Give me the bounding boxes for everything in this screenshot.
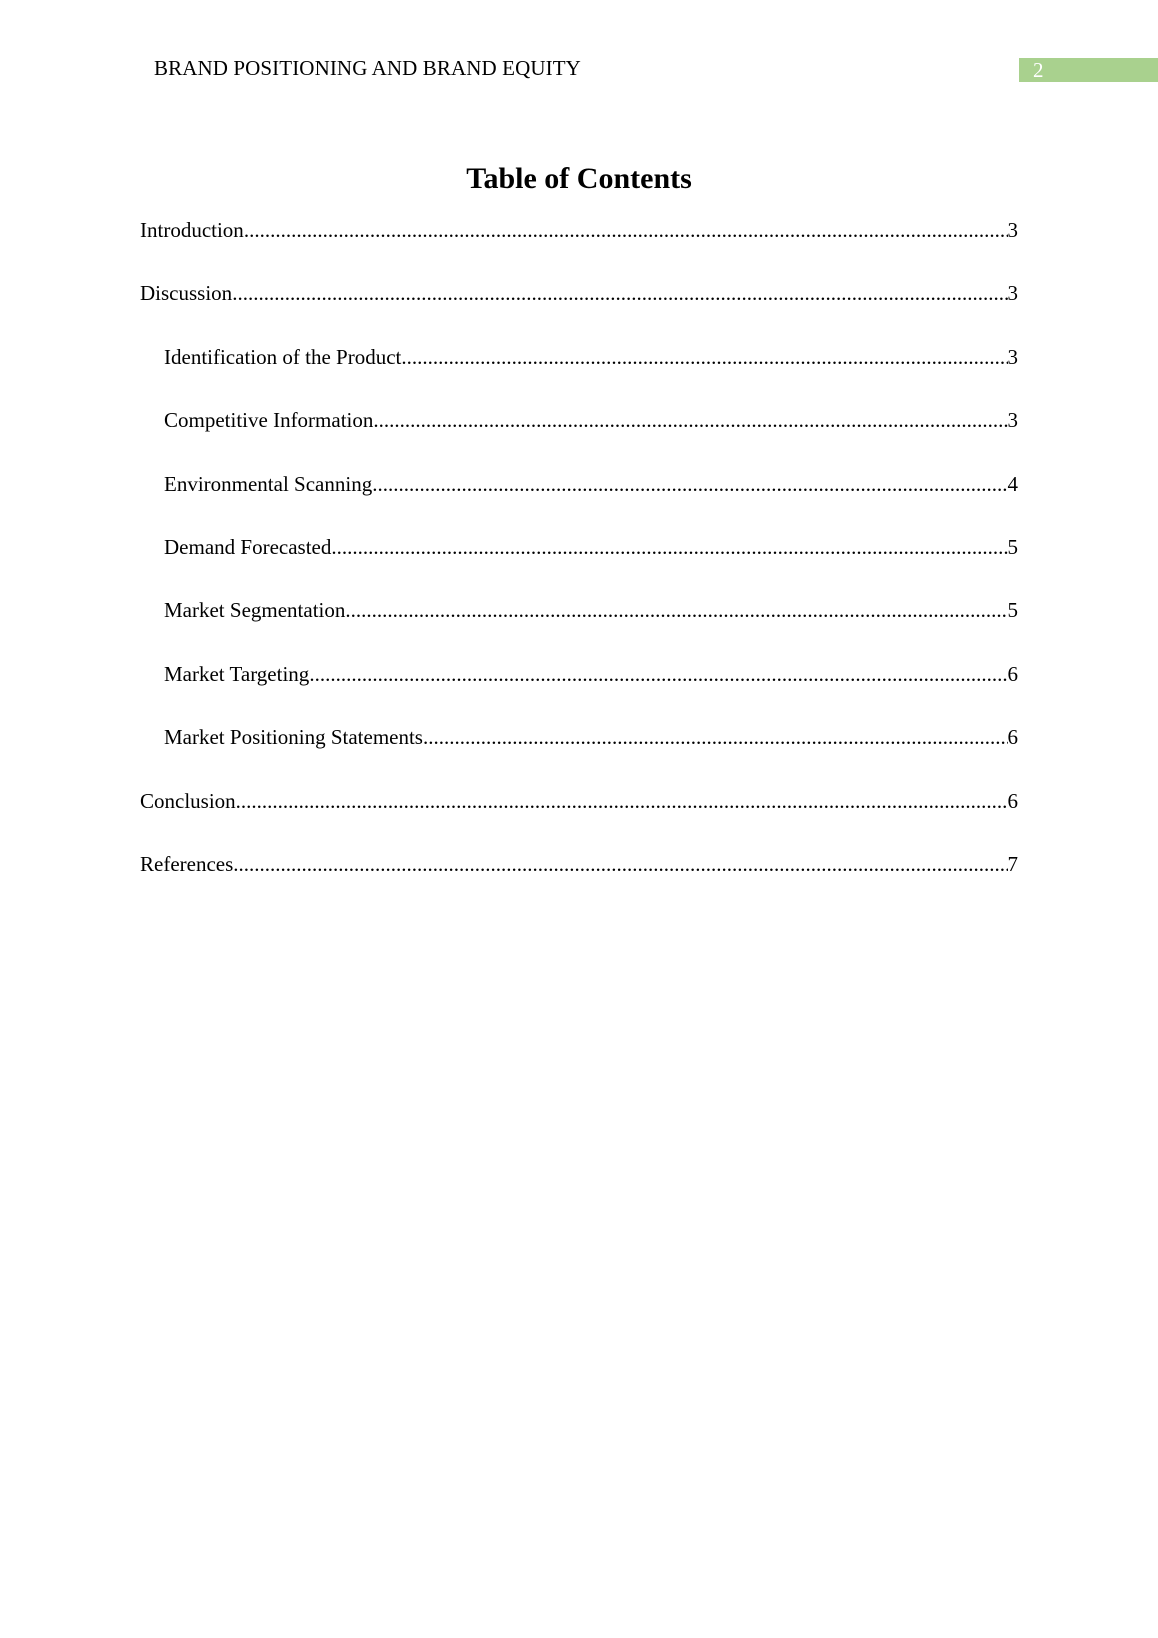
toc-entry-page: 3 <box>1007 408 1018 433</box>
toc-entry-page: 4 <box>1007 471 1018 496</box>
toc-dot-leader <box>244 216 1008 244</box>
toc-entry-page: 6 <box>1007 725 1018 750</box>
toc-entry-label: Conclusion <box>140 788 236 813</box>
toc-dot-leader <box>232 279 1007 307</box>
toc-title: Table of Contents <box>466 162 692 195</box>
toc-entry-discussion[interactable] <box>140 279 1018 342</box>
toc-entry-environmental-scanning[interactable] <box>140 470 1018 533</box>
toc-dot-leader <box>373 406 1007 434</box>
toc-entry-page: 7 <box>1007 851 1018 876</box>
toc-entry-label: Market Positioning Statements <box>164 725 423 750</box>
toc-entry-page: 5 <box>1007 534 1018 559</box>
toc-dot-leader <box>372 470 1007 498</box>
toc-entry-label: Discussion <box>140 281 233 306</box>
toc-dot-leader <box>345 596 1007 624</box>
toc-entry-page: 5 <box>1007 598 1018 623</box>
toc-entry-references[interactable] <box>140 850 1018 913</box>
toc-entry-label: Environmental Scanning <box>164 471 373 496</box>
toc-dot-leader <box>331 533 1007 561</box>
toc-entry-market-segmentation[interactable] <box>140 596 1018 659</box>
toc-dot-leader <box>423 723 1008 751</box>
toc-entry-label: Demand Forecasted <box>164 534 332 559</box>
toc-dot-leader <box>309 660 1007 688</box>
toc-dot-leader <box>401 343 1007 371</box>
toc-entry-demand-forecasted[interactable] <box>140 533 1018 596</box>
toc-entry-label: Identification of the Product <box>164 344 402 369</box>
toc-entry-conclusion[interactable] <box>140 787 1018 850</box>
toc-entry-label: Competitive Information <box>164 408 374 433</box>
toc-entry-label: References <box>140 851 234 876</box>
toc-entry-market-targeting[interactable] <box>140 660 1018 723</box>
toc-entry-label: Introduction <box>140 218 244 242</box>
toc-entry-page: 6 <box>1007 661 1018 686</box>
toc-entry-label: Market Targeting <box>164 661 310 686</box>
toc-entry-introduction[interactable] <box>140 216 1018 279</box>
page-number: 2 <box>1033 58 1044 82</box>
running-head-title: BRAND POSITIONING AND BRAND EQUITY <box>154 56 581 80</box>
toc-dot-leader <box>236 787 1008 815</box>
toc-entry-identification-of-the-product[interactable] <box>140 343 1018 406</box>
table-of-contents <box>140 216 1018 913</box>
toc-entry-market-positioning-statements[interactable] <box>140 723 1018 786</box>
toc-entry-page: 3 <box>1007 218 1018 242</box>
toc-entry-page: 6 <box>1007 788 1018 813</box>
toc-entry-competitive-information[interactable] <box>140 406 1018 469</box>
toc-entry-label: Market Segmentation <box>164 598 346 623</box>
toc-dot-leader <box>233 850 1007 878</box>
toc-entry-page: 3 <box>1007 281 1018 306</box>
toc-entry-page: 3 <box>1007 344 1018 369</box>
page-number-badge <box>1019 58 1158 82</box>
